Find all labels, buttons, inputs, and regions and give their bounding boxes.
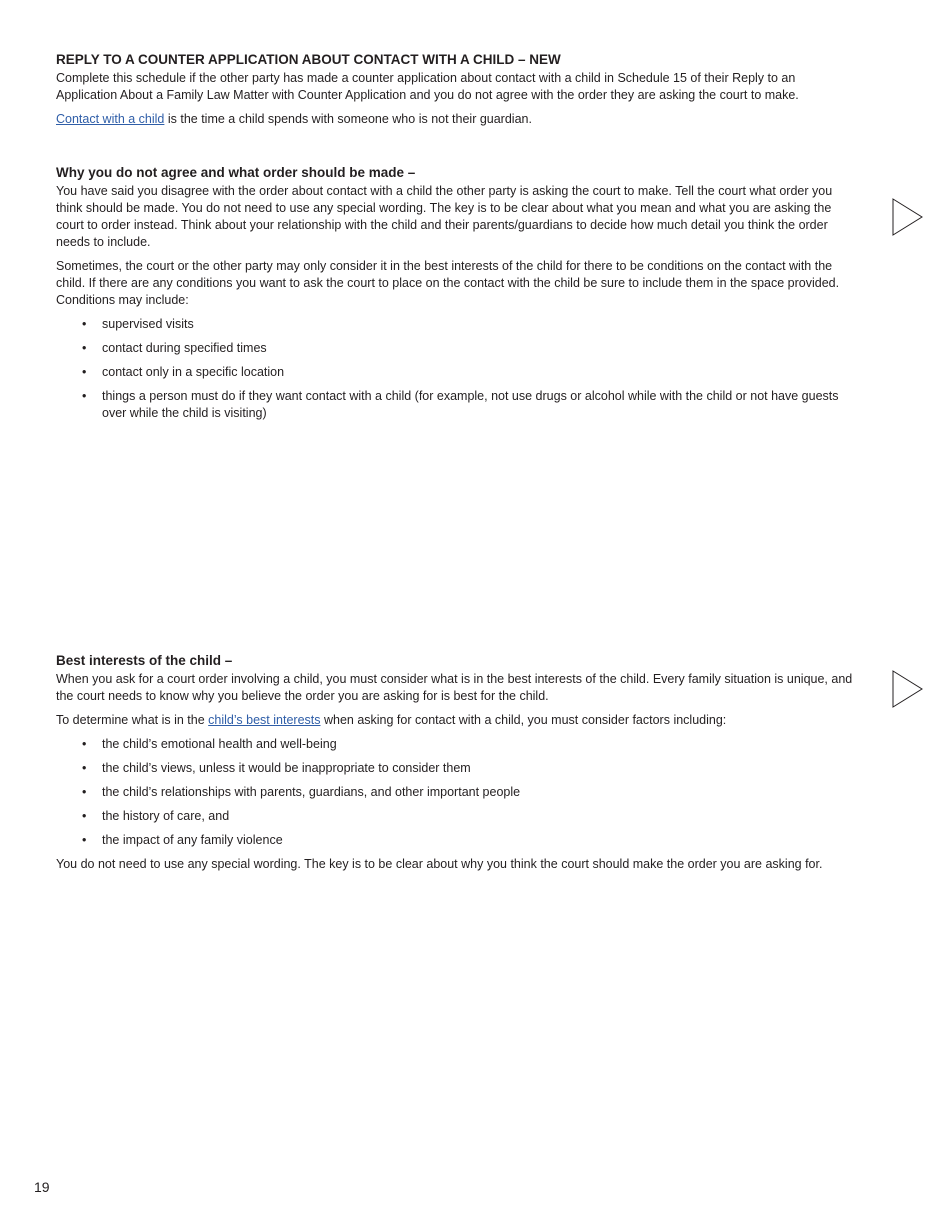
contact-with-a-child-link[interactable]: Contact with a child (56, 112, 165, 126)
list-item: • the child’s emotional health and well-being (56, 736, 856, 753)
definition-text: is the time a child spends with someone who is not their guardian. (164, 112, 532, 126)
list-item: • the child’s views, unless it would be inappropriate to consider them (56, 760, 856, 777)
best-interests-text-before: To determine what is in the (56, 713, 209, 727)
list-item: • contact during specified times (56, 340, 856, 357)
page-title: REPLY TO A COUNTER APPLICATION ABOUT CONTACT WITH A CHILD – NEW (56, 52, 561, 67)
list-item: • contact only in a specific location (56, 364, 856, 381)
best-interests-heading: Best interests of the child – (56, 653, 233, 668)
conditions-list (56, 316, 856, 422)
list-item: • the impact of any family violence (56, 832, 856, 849)
section-why-not-agree (56, 165, 856, 422)
page-number: 19 (34, 1179, 50, 1195)
list-item: • things a person must do if they want contact with a child (for example, not use drugs or alcohol while with the child or not have guests over while the child is visiting) (56, 388, 856, 422)
best-interests-paragraph-2 (56, 712, 856, 729)
intro-paragraph: Complete this schedule if the other party has made a counter application about contact with a child in Schedule 15 of their Reply to an Application About a Family Law Matter with Counter Application and you do not agree with the order they are asking the court to make. (56, 71, 799, 102)
factors-list (56, 736, 856, 849)
best-interests-paragraph-1: When you ask for a court order involving a child, you must consider what is in the best interests of the child. Every family situation is unique, and the court needs to know why you believe the order you are asking for is best for the child. (56, 672, 853, 703)
closing-paragraph: You do not need to use any special wording. The key is to be clear about why you think the court should make the order you are asking for. (56, 857, 823, 871)
why-not-agree-paragraph-2: Sometimes, the court or the other party may only consider it in the best interests of the child for there to be conditions on the contact with the child. If there are any conditions you want to ask the court to place on the contact with the child be sure to include them in the space provided. Conditions may include: (56, 259, 840, 307)
list-item: • the history of care, and (56, 808, 856, 825)
list-item: • supervised visits (56, 316, 856, 333)
childs-best-interests-link[interactable]: child’s best interests (208, 713, 321, 727)
section-best-interests (56, 653, 856, 873)
why-not-agree-heading: Why you do not agree and what order should be made – (56, 165, 416, 180)
definition-paragraph (56, 111, 856, 128)
why-not-agree-paragraph-1: You have said you disagree with the order about contact with a child the other party is asking the court to make. Tell the court what order you think should be made. You do not need to use any special wording. The key is to be clear about what you mean and what you are asking the court to order instead. Think about your relationship with the child and their parents/guardians to decide how much detail you think the order needs to include. (56, 184, 833, 249)
best-interests-text-after: when asking for contact with a child, you must consider factors including: (320, 713, 727, 727)
triangle-arrow-right-icon (892, 670, 924, 708)
section-reply-counter-application (56, 52, 856, 128)
triangle-arrow-right-icon (892, 198, 924, 236)
list-item: • the child’s relationships with parents, guardians, and other important people (56, 784, 856, 801)
